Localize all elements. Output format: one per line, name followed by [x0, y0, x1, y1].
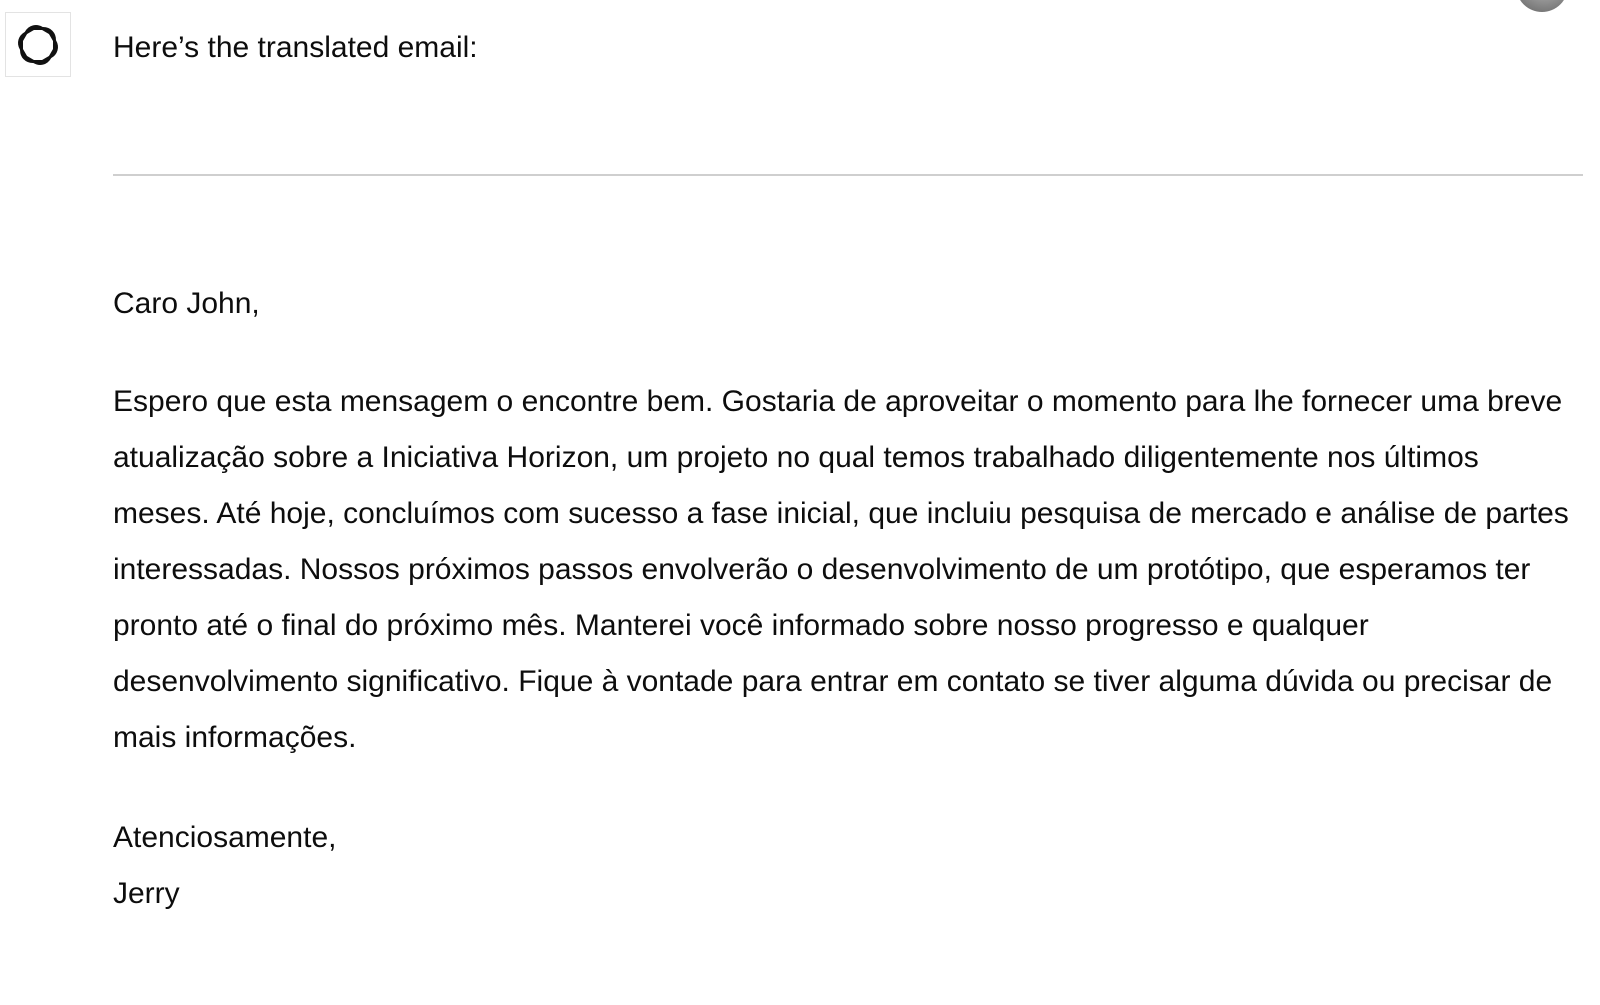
email-signoff: Atenciosamente, — [113, 821, 337, 854]
user-avatar[interactable] — [1516, 0, 1568, 12]
message-intro: Here’s the translated email: — [113, 31, 478, 64]
email-signature: Jerry — [113, 877, 180, 910]
openai-logo-icon — [12, 19, 64, 71]
email-body: Espero que esta mensagem o encontre bem. Gostaria de aproveitar o momento para lhe fornecer uma breve atualização sobre a Iniciativa Horizon, um projeto no qual temos trabalhado diligentemente nos últimos meses. Até hoje, concluímos com sucesso a fase inicial, que incluiu pesquisa de mercado e análise de partes interessadas. Nossos próximos passos envolverão o desenvolvimento de um protótipo, que esperamos ter pronto até o final do próximo mês. Manterei você informado sobre nosso progresso e qualquer desenvolvimento significativo. Fique à vontade para entrar em contato se tiver alguma dúvida ou precisar de mais informações. — [113, 385, 1569, 754]
assistant-avatar — [5, 12, 71, 77]
email-greeting: Caro John, — [113, 287, 260, 320]
horizontal-divider — [113, 174, 1583, 176]
